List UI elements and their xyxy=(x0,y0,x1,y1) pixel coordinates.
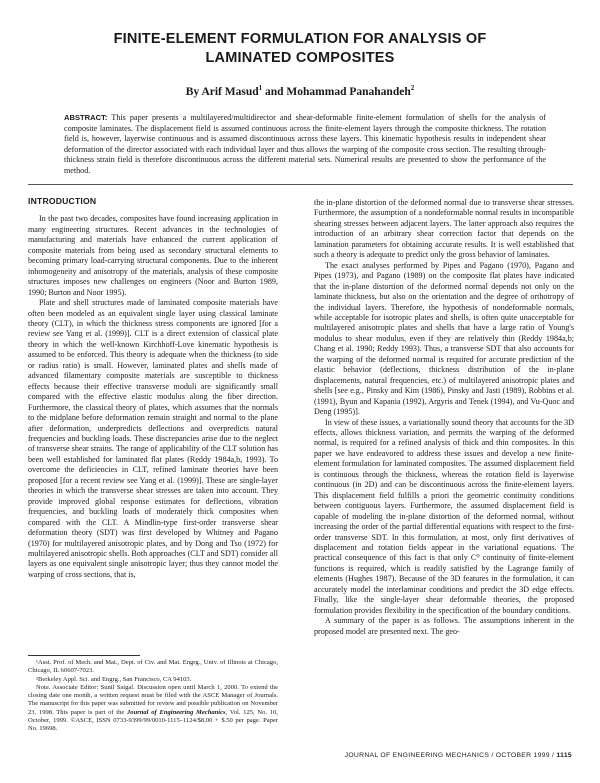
header-divider xyxy=(28,184,573,185)
footnotes xyxy=(28,659,278,733)
abstract-text: This paper presents a multilayered/multidirector and shear-deformable finite-element formulation of shells for the analysis of composite laminates. The displacement field is assumed continuous across the finite-element layers through the composite thickness. The rotation field is, however, layerwise continuous and is assumed discontinuous across these layers. This kinematic hypothesis results in independent shear deformation of the director associated with each individual layer and thus allows the warping of the composite cross section. The resulting through-thickness strain field is therefore discontinuous across the different material sets. Numerical results are presented to show the performance of the method. xyxy=(64,113,546,175)
right-paragraph: A summary of the paper is as follows. The assumptions inherent in the proposed model are presented next. The geo- xyxy=(314,616,574,636)
right-paragraph: the in-plane distortion of the deformed normal due to transverse shear stresses. Furthermore, the assumption of a nondeformable normal results in incompatible shearing stresses between adjacent layers. The latter approach also requires the introduction of an arbitrary shear correction factor that depends on the lamination parameters for obtaining accurate results. It is well established that such a theory is adequate to predict only the gross behavior of laminates. xyxy=(314,198,574,260)
title-line-1: FINITE-ELEMENT FORMULATION FOR ANALYSIS OF xyxy=(113,31,487,47)
abstract xyxy=(64,113,546,177)
right-column xyxy=(314,198,574,637)
right-paragraph: The exact analyses performed by Pipes and Pagano (1970), Pagano and Pipes (1973), and Pagano (1989) on the composite flat plates have indicated that the in-plane distortion of the deformed normal depends not only on the laminate thickness, but also on the orientation and the degree of orthotropy of the individual layers. Therefore, the hypothesis of nondeformable normals, while acceptable for isotropic plates and shells, is often quite unacceptable for multilayered anisotropic plates and shells that have a large ratio of Young's modulus to shear modulus, even if they are relatively thin (Reddy 1984a,b; Chang et al. 1990; Reddy 1993). Thus, a transverse SDT that also accounts for the warping of the deformed normal is required for accurate prediction of the elastic behavior (deflections, thickness distribution of the in-plane displacements, natural frequencies, etc.) of multilayered anisotropic plates and shells [see e.g., Pinsky and Kim (1986), Pinsky and Jasti (1989), Robbins et al. (1991), Byun and Kapania (1992), Argyris and Tenek (1994), and Vu-Quoc and Deng (1995)]. xyxy=(314,260,574,417)
left-paragraph: Plate and shell structures made of laminated composite materials have often been modeled as an equivalent single layer using classical laminate theory (CLT), in which the thickness stress components are ignored [for a review see Yang et al. (1999)]. CLT is a direct extension of classical plate theory in which the well-known Kirchhoff-Love kinematic hypothesis is assumed to be enforced. This theory is adequate when the thickness (to side or radius ratio) is small. However, laminated plates and shells made of advanced filamentary composite materials are susceptible to thickness effects because their effective transverse moduli are significantly small compared with the effective elastic modulus along the fiber direction. Furthermore, the classical theory of plates, which assumes that the normals to the midplane before deformation remain straight and normal to the plane after deformation, underpredicts deflections and overpredicts natural frequencies and buckling loads. These discrepancies arise due to the neglect of transverse shear strains. The range of applicability of the CLT solution has been well established for laminated flat plates (Reddy 1984a,b, 1993). To overcome the deficiencies in CLT, refined laminate theories have been proposed [for a recent review see Yang et al. (1999)]. These are single-layer theories in which the transverse shear stresses are taken into account. They provide improved global response estimates for deflections, vibration frequencies, and buckling loads of moderately thick composites when compared with the CLT. A Mindlin-type first-order transverse shear deformation theory (SDT) was first developed by Whitney and Pagano (1970) for multilayered anisotropic plates, and by Dong and Tso (1972) for multilayered anisotropic shells. Both approaches (CLT and SDT) consider all layers as one equivalent single anisotropic layer; thus they cannot model the warping of cross sections, that is, xyxy=(28,298,278,579)
abstract-label: ABSTRACT: xyxy=(64,113,108,122)
footnote-2: ²Berkeley Appl. Sci. and Engrg., San Francisco, CA 94103. xyxy=(36,675,192,683)
author-2: Mohammad Panahandeh xyxy=(286,85,411,98)
right-paragraph: In view of these issues, a variationally sound theory that accounts for the 3D effects, allows thickness variation, and permits the warping of the deformed normal, is required for a refined analysis of thick and thin composites. In this paper we have endeavored to address these issues and develop a new finite-element formulation for laminated composites. The assumed displacement field is continuous through the thickness, whereas the rotation field is layerwise continuous (in 2D) and can be discontinuous across the finite-element layers. This displacement field fulfills a priori the geometric continuity conditions between contiguous layers. Furthermore, the assumed displacement field is capable of modeling the in-plane distortion of the deformed normal, without increasing the order of the partial differential equations with respect to the first-order transverse SDT. In this formulation, at most, only first derivatives of displacement and rotation fields appear in the variational equations. The practical consequence of this fact is that only C⁰ continuity of finite-element functions is required, which is readily satisfied by the Lagrange family of elements (Hughes 1987). Because of the 3D features in the formulation, it can accurately model the interlaminar conditions and predict the 3D edge effects. Finally, like the single-layer shear deformable theories, the proposed formulation provides flexibility in the specification of the boundary conditions. xyxy=(314,417,574,615)
journal-name: Journal of Engineering Mechanics xyxy=(127,708,226,716)
paper-title xyxy=(60,30,540,68)
author-2-mark: 2 xyxy=(410,84,415,92)
title-line-2: LAMINATED COMPOSITES xyxy=(205,50,395,66)
page-number: 1115 xyxy=(556,752,572,759)
author-1: By Arif Masud xyxy=(185,85,259,98)
footer-journal: JOURNAL OF ENGINEERING MECHANICS / OCTOBER 1999 / xyxy=(344,752,555,759)
section-heading: INTRODUCTION xyxy=(28,196,97,206)
footnote-1: ¹Asst. Prof. of Mech. and Mat., Dept. of Civ. and Mat. Engrg., Univ. of Illinois at Chicago, Chicago, IL 60607-7023. xyxy=(28,659,278,675)
author-line xyxy=(60,84,540,98)
left-paragraph: In the past two decades, composites have found increasing application in many engineering structures. Recent advances in the technologies of manufacturing and materials have enhanced the current application of composite materials from being used as secondary structural elements to becoming primary load-carrying structural components. Due to the inherent inhomogeneity and anisotropy of the materials, analysis of these composite structures imposes new challenges on engineers (Noor and Burton 1989, 1990; Burton and Noor 1995). xyxy=(28,214,278,297)
note-volume: , Vol. 125, No. 10, October, 1999. ©ASCE, ISSN 0733-9399/99/0010-1115–1124/$8.00 + $.50 per page. Paper No. 19698. xyxy=(28,708,278,732)
page-footer xyxy=(345,752,572,759)
author-conjunction: and xyxy=(265,85,284,98)
left-column xyxy=(28,196,278,580)
author-1-mark: 1 xyxy=(258,84,263,92)
note-text: Note. Associate Editor: Sunil Saigal. Discussion open until March 1, 2000. To extend the closing date one month, a written request must be filed with the ASCE Manager of Journals. The manuscript for this paper was submitted for review and possible publication on November 23, 1998. This paper is part of the xyxy=(28,683,278,716)
footnote-note xyxy=(28,684,278,734)
footnote-divider xyxy=(28,655,140,656)
